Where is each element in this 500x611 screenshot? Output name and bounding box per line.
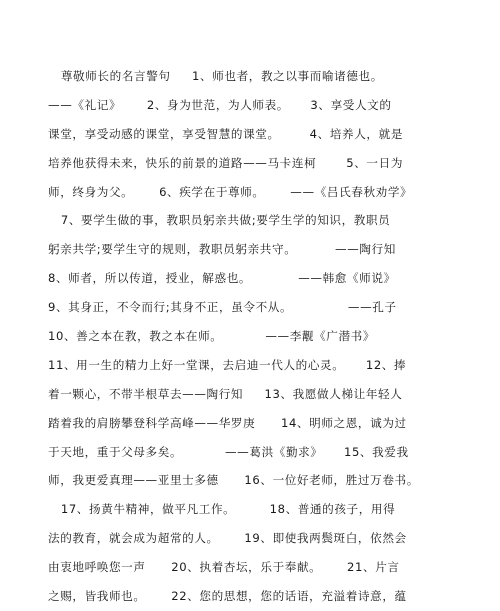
text-line: 着一颗心，不带半根草去——陶行知 13、我愿做人梯让年轻人 [48, 386, 403, 401]
text-line: 师，终身为父。 6、疾学在于尊师。 ——《吕氏春秋劝学》 [48, 184, 413, 199]
text-line: 9、其身正，不令而行;其身不正，虽令不从。 ——孔子 [48, 300, 397, 315]
text-line: 11、用一生的精力上好一堂课，去启迪一代人的心灵。 12、捧 [48, 357, 407, 372]
text-line: 师，我更爱真理——亚里士多德 16、一位好老师，胜过万卷书。 [48, 473, 419, 488]
text-line: 17、扬黄牛精神，做平凡工作。 18、普通的孩子，用得 [48, 502, 396, 517]
text-line: 于天地，重于父母多矣。 ——葛洪《勤求》 15、我爱我 [48, 444, 409, 459]
text-line: 踏着我的肩膀攀登科学高峰——华罗庚 14、明师之恩，诚为过 [48, 415, 407, 430]
text-line: 法的教育，就会成为超常的人。 19、即使我两鬓斑白，依然会 [48, 531, 407, 546]
text-line: 8、师者，所以传道，授业，解惑也。 ——韩愈《师说》 [48, 271, 396, 286]
document-body [48, 62, 452, 611]
text-line: 10、善之本在教，教之本在师。 ——李觏《广潜书》 [48, 329, 376, 344]
text-line: 由衷地呼唤您一声 20、执着杏坛，乐于奉献。 21、片言 [48, 560, 400, 575]
text-line: 培养他获得未来，快乐的前景的道路——马卡连柯 5、一日为 [48, 155, 404, 170]
text-line: 尊敬师长的名言警句 1、师也者，教之以事而喻诸德也。 [48, 69, 383, 83]
text-line: 之赐，皆我师也。 22、您的思想，您的话语，充溢着诗意，蕴 [48, 589, 407, 604]
text-line: ——《礼记》 2、身为世范，为人师表。 3、享受人文的 [48, 97, 392, 112]
text-line: 躬亲共学;要学生守的规则，教职员躬亲共守。 ——陶行知 [48, 242, 396, 257]
text-line: 7、要学生做的事，教职员躬亲共做;要学生学的知识，教职员 [48, 213, 391, 228]
text-line: 课堂，享受动感的课堂，享受智慧的课堂。 4、培养人，就是 [48, 126, 404, 141]
